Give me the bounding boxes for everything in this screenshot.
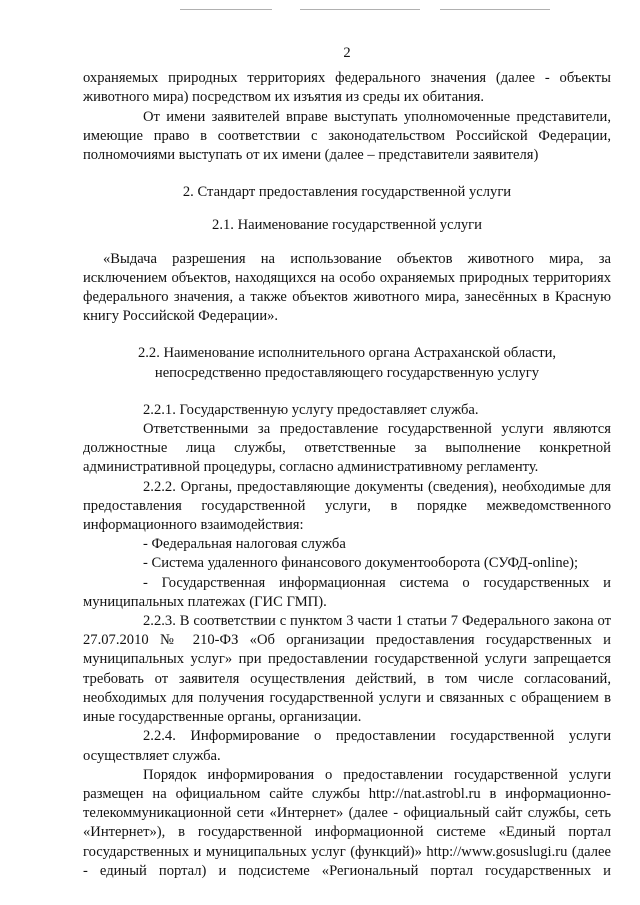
document-page xyxy=(83,44,611,881)
service-name-quote: «Выдача разрешения на использование объектов животного мира, за исключением объектов, находящихся на особо охраняемых природных территориях федерального значения, а также объектов животного мира, занесённых в Красную книгу Российской Федерации». xyxy=(83,250,611,325)
paragraph-informing-procedure: Порядок информирования о предоставлении государственной услуги размещен на официальном сайте службы http://nat.astrobl.ru в информационно-телекоммуникационной сети «Интернет» (далее - официальный сайт службы, сеть «Интернет»), в государственной информационной системе «Единый портал государственных и муниципальных услуг (функций)» http://www.gosuslugi.ru (далее - единый портал) и подсистеме «Региональный портал государственных и xyxy=(83,766,611,879)
clause-2-2-1: 2.2.1. Государственную услугу предоставляет служба. xyxy=(143,401,479,418)
scan-edge-line xyxy=(300,9,420,10)
clause-2-2-2: 2.2.2. Органы, предоставляющие документы (сведения), необходимые для предоставления государственной услуги, в порядке межведомственного информационного взаимодействия: xyxy=(83,478,611,534)
clause-2-2-4: 2.2.4. Информирование о предоставлении государственной услуги осуществляет служба. xyxy=(83,728,611,764)
list-item: - Государственная информационная система о государственных и муниципальных платежах (ГИС ГМП). xyxy=(83,574,611,610)
paragraph-continuation: охраняемых природных территориях федерального значения (далее - объекты животного мира) посредством их изъятия из среды их обитания. xyxy=(83,70,611,106)
scan-edge-line xyxy=(440,9,550,10)
list-item: - Система удаленного финансового документооборота (СУФД-online); xyxy=(143,555,579,572)
section-heading-2-2-line2: непосредственно предоставляющего государственную услугу xyxy=(154,364,540,381)
section-heading-2-2-line1: 2.2. Наименование исполнительного органа Астраханской области, xyxy=(137,345,557,362)
clause-2-2-3: 2.2.3. В соответствии с пунктом 3 части 1 статьи 7 Федерального закона от 27.07.2010 № 210-ФЗ «Об организации предоставления государственных и муниципальных услуг» при предоставлении государственной услуги запрещается требовать от заявителя осуществления действий, в том числе согласований, необходимых для получения государственной услуги и связанных с обращением в иные государственные органы, организации. xyxy=(83,613,611,726)
paragraph-responsible: Ответственными за предоставление государственной услуги являются должностные лица службы, ответственные за выполнение конкретной административной процедуры, согласно административному регламенту. xyxy=(83,421,611,476)
paragraph-representatives: От имени заявителей вправе выступать уполномоченные представители, имеющие право в соответствии с законодательством Российской Федерации, полномочиями выступать от их имени (далее – представители заявителя) xyxy=(83,108,611,164)
section-heading-2-1: 2.1. Наименование государственной услуги xyxy=(212,217,482,234)
section-heading-2: 2. Стандарт предоставления государственной услуги xyxy=(182,184,512,201)
list-item: - Федеральная налоговая служба xyxy=(143,536,346,553)
page-number: 2 xyxy=(343,45,351,61)
scan-edge-line xyxy=(180,9,272,10)
